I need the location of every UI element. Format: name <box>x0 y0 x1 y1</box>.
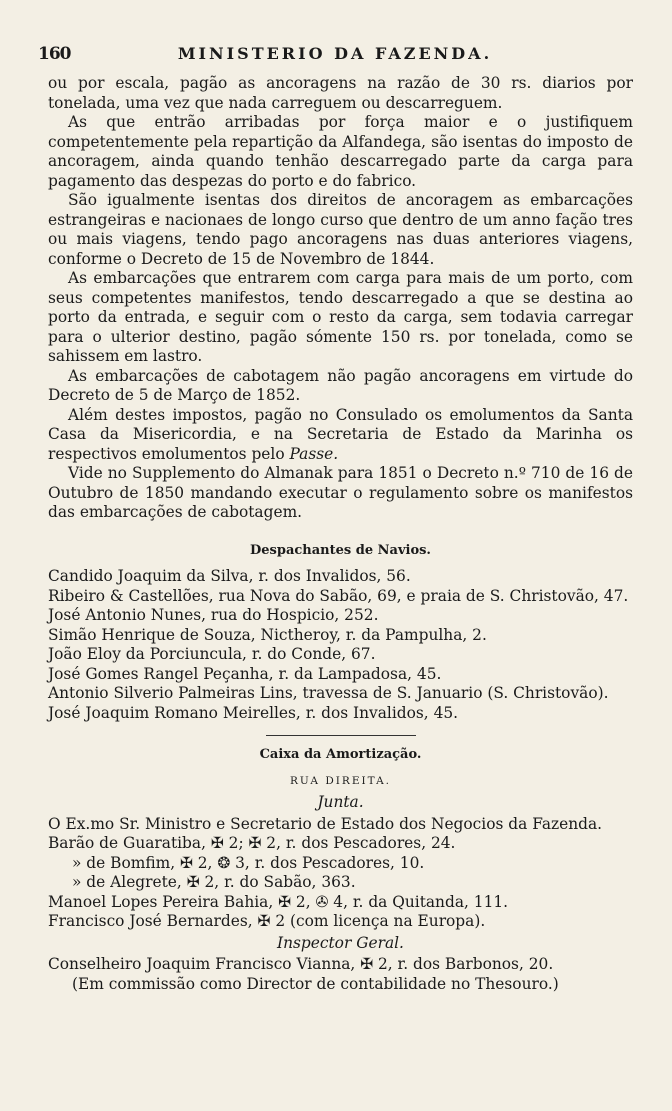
paragraph: As embarcações de cabotagem não pagão ancoragens em virtude do Decreto de 5 de Março de 1852. <box>48 366 633 404</box>
inspector-note: (Em commissão como Director de contabilidade no Thesouro.) <box>72 974 559 993</box>
list-item: José Antonio Nunes, rua do Hospicio, 252. <box>48 606 379 624</box>
passe-term: Passe. <box>289 444 339 463</box>
paragraph: As embarcações que entrarem com carga para mais de um porto, com seus competentes manifestos, tendo descarregado a que se destina ao porto da entrada, e seguir com o resto da carga, sem todavia carregar para o ulterior destino, pagão sómente 150 rs. por tonelada, como se sahissem em lastro. <box>48 269 633 365</box>
caixa-title: Caixa da Amortização. <box>259 747 422 762</box>
paragraph: ou por escala, pagão as ancoragens na razão de 30 rs. diarios por tonelada, uma vez que nada carreguem ou descarreguem. <box>48 74 633 112</box>
section-divider <box>266 735 416 736</box>
list-item: José Gomes Rangel Peçanha, r. da Lampadosa, 45. <box>48 664 442 683</box>
page-header <box>38 40 632 68</box>
junta-heading: Junta. <box>317 793 364 811</box>
inspector-line: Conselheiro Joaquim Francisco Vianna, ✠ 2, r. dos Barbonos, 20. <box>48 955 554 973</box>
paragraph: As que entrão arribadas por força maior e o justifiquem competentemente pela repartição da Alfandega, são isentas do imposto de ancoragem, ainda quando tenhão descarregado parte da carga para pagamento das despezas do porto e do fabrico. <box>48 113 633 190</box>
paragraph <box>48 406 633 465</box>
list-item: José Joaquim Romano Meirelles, r. dos Invalidos, 45. <box>48 703 459 722</box>
inspector-heading: Inspector Geral. <box>277 933 404 952</box>
list-item: Simão Henrique de Souza, Nictheroy, r. da Pampulha, 2. <box>48 625 487 644</box>
running-title: MINISTERIO DA FAZENDA. <box>177 44 493 63</box>
list-item: Antonio Silverio Palmeiras Lins, travessa de S. Januario (S. Christovão). <box>48 684 609 702</box>
page-number: 160 <box>38 44 71 64</box>
junta-line: Barão de Guaratiba, ✠ 2; ✠ 2, r. dos Pescadores, 24. <box>48 834 456 852</box>
junta-line: » de Bomfim, ✠ 2, ❂ 3, r. dos Pescadores, 10. <box>72 853 425 872</box>
list-item: Candido Joaquim da Silva, r. dos Invalidos, 56. <box>48 567 411 585</box>
junta-line: » de Alegrete, ✠ 2, r. do Sabão, 363. <box>72 873 356 891</box>
list-item: Ribeiro & Castellões, rua Nova do Sabão, 69, e praia de S. Christovão, 47. <box>48 586 629 605</box>
paragraph: Vide no Supplemento do Almanak para 1851 o Decreto n.º 710 de 16 de Outubro de 1850 mandando executar o regulamento sobre os manifestos das embarcações de cabotagem. <box>48 464 633 521</box>
despachantes-title: Despachantes de Navios. <box>250 542 431 558</box>
page-body <box>48 74 633 994</box>
junta-line: Francisco José Bernardes, ✠ 2 (com licença na Europa). <box>48 912 486 930</box>
list-item: João Eloy da Porciuncula, r. do Conde, 67. <box>48 645 376 663</box>
caixa-street: RUA DIREITA. <box>290 774 391 787</box>
paragraph-text: Além destes impostos, pagão no Consulado os emolumentos da Santa Casa da Misericordia, e na Secretaria de Estado da Marinha os respectivos emolumentos pelo <box>48 405 633 463</box>
junta-line: Manoel Lopes Pereira Bahia, ✠ 2, ✇ 4, r. da Quitanda, 111. <box>48 892 509 911</box>
paragraph: São igualmente isentas dos direitos de ancoragem as embarcações estrangeiras e nacionaes de longo curso que dentro de um anno fação tres ou mais viagens, tendo pago ancoragens nas duas anteriores viagens, conforme o Decreto de 15 de Novembro de 1844. <box>48 191 633 268</box>
junta-line: O Ex.mo Sr. Ministro e Secretario de Estado dos Negocios da Fazenda. <box>48 814 603 833</box>
